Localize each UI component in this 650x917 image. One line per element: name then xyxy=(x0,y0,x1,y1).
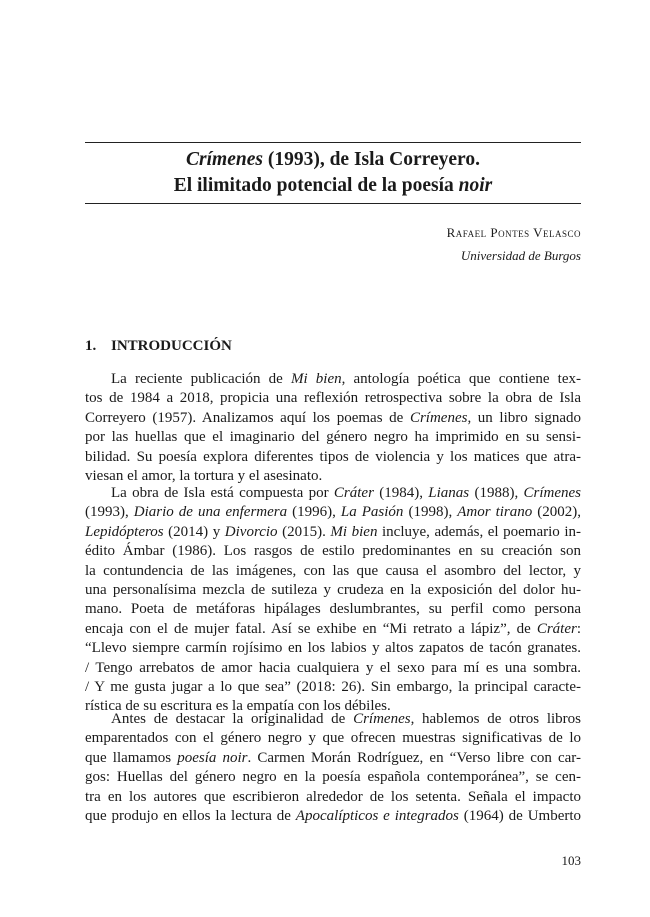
italic-title: Diario de una enfermera xyxy=(133,504,288,521)
text-run: (1993), xyxy=(85,504,134,521)
paragraph-1 xyxy=(85,370,581,486)
paragraph-line: / Tengo arrebatos de amor hacia cualquiera y el sexo para mí es una sombra. xyxy=(85,659,581,676)
paragraph-line: viesan el amor, la tortura y el asesinato. xyxy=(85,468,323,485)
text-run: (2015). xyxy=(277,523,331,540)
paragraph-line: por las huellas que el imaginario del género negro ha imprimido en su sensi- xyxy=(85,429,581,446)
paragraph-line xyxy=(85,807,581,826)
paragraph-line xyxy=(85,620,581,639)
paragraph-line: la contundencia de las imágenes, con las que causa el asombro del lector, y xyxy=(85,562,581,579)
text-run: Antes de destacar la originalidad de xyxy=(111,711,354,727)
text-run: . Carmen Morán Rodríguez, en “Verso libre con car- xyxy=(247,749,581,766)
paragraph-line: “Llevo siempre carmín rojísimo en los labios y altos zapatos de tacón granates. xyxy=(85,640,581,657)
italic-title: Cráter xyxy=(536,620,577,637)
paragraph-line: tra en los autores que escribieron alrededor de los setenta. Señala el impacto xyxy=(85,788,581,805)
paragraph-line: una personalísima mezcla de sutileza y crudeza en la exposición del dolor hu- xyxy=(85,582,581,599)
paragraph-line: rística de su escritura es la empatía con los débiles. xyxy=(85,698,391,715)
paragraph-line xyxy=(85,409,581,428)
text-run: (1988), xyxy=(469,485,524,501)
paragraph-line xyxy=(85,370,581,389)
paragraph-line: mano. Poeta de metáforas hipálages deslumbrantes, su perfil como persona xyxy=(85,601,581,618)
paragraph-line: édito Ámbar (1986). Los rasgos de estilo predominantes en su creación son xyxy=(85,543,581,560)
paragraph-line xyxy=(85,503,581,522)
author-name: Rafael Pontes Velasco xyxy=(446,225,581,240)
paragraph-line xyxy=(85,523,581,542)
text-run: (1964) de Umberto xyxy=(458,808,582,825)
italic-title: La Pasión xyxy=(340,504,404,521)
paragraph-line: emparentados con el género negro y que ofrecen muestras significativas de lo xyxy=(85,730,581,747)
article-title-line-1 xyxy=(85,147,581,173)
title-line-1-rest: (1993), de Isla Correyero. xyxy=(262,149,480,170)
text-run: (2002), xyxy=(532,504,582,521)
paragraph-3 xyxy=(85,710,581,826)
text-run: (1998), xyxy=(403,504,458,521)
paragraph-line: gos: Huellas del género negro en la poesía española contemporánea”, se cen- xyxy=(85,769,581,786)
page-number: 103 xyxy=(561,853,581,868)
article-title-line-2 xyxy=(85,173,581,199)
paragraph-line xyxy=(85,710,581,729)
section-title: INTRODUCCIÓN xyxy=(111,338,232,354)
text-run: La reciente publicación de xyxy=(111,371,291,387)
italic-title: Mi bien xyxy=(290,371,342,387)
text-run: encaja con el de mujer fatal. Así se exhibe en “Mi retrato a lápiz”, de xyxy=(85,620,537,637)
text-run: Correyero (1957). Analizamos aquí los poemas de xyxy=(85,409,410,426)
paragraph-line: tos de 1984 a 2018, propicia una reflexión retrospectiva sobre la obra de Isla xyxy=(85,390,581,407)
paragraph-line: / Y me gusta jugar a lo que sea” (2018: 26). Sin embargo, la principal caracte- xyxy=(85,679,581,696)
title-bottom-rule xyxy=(85,203,581,204)
italic-title: Crímenes xyxy=(353,711,411,727)
italic-title: Lianas xyxy=(428,485,470,501)
section-heading xyxy=(85,338,232,355)
title-top-rule xyxy=(85,142,581,143)
text-run: incluye, además, el poemario in- xyxy=(377,523,581,540)
italic-title: Mi bien xyxy=(330,523,378,540)
title-line-2-main: El ilimitado potencial de la poesía xyxy=(173,175,459,196)
text-run: La obra de Isla está compuesta por xyxy=(111,485,334,501)
paragraph-line: bilidad. Su poesía explora diferentes tipos de violencia y los matices que atra- xyxy=(85,448,581,465)
paragraph-line xyxy=(85,749,581,768)
italic-title: Crímenes xyxy=(409,409,468,426)
italic-title: Cráter xyxy=(333,485,374,501)
italic-title: Amor tirano xyxy=(457,504,533,521)
paragraph-2 xyxy=(85,484,581,717)
text-run: , un libro signado xyxy=(467,409,582,426)
text-run: : xyxy=(576,620,581,637)
text-run: que llamamos xyxy=(85,749,178,766)
paragraph-line xyxy=(85,484,581,503)
title-italic-crimenes: Crímenes xyxy=(186,149,263,170)
text-run: (2014) y xyxy=(163,523,225,540)
text-run: que produjo en ellos la lectura de xyxy=(85,808,296,825)
italic-title: Divorcio xyxy=(224,523,278,540)
text-run: , antología poética que contiene tex- xyxy=(341,371,581,387)
section-number: 1. xyxy=(85,338,97,354)
text-run: (1996), xyxy=(287,504,341,521)
italic-title: Apocalípticos e integrados xyxy=(295,808,459,825)
text-run: (1984), xyxy=(373,485,429,501)
title-italic-noir: noir xyxy=(458,175,493,196)
text-run: , hablemos de otros libros xyxy=(410,711,581,727)
italic-title: Lepidópteros xyxy=(85,523,164,540)
italic-term: poesía noir xyxy=(177,749,248,766)
italic-title: Crímenes xyxy=(523,485,581,501)
author-affiliation: Universidad de Burgos xyxy=(460,248,581,263)
